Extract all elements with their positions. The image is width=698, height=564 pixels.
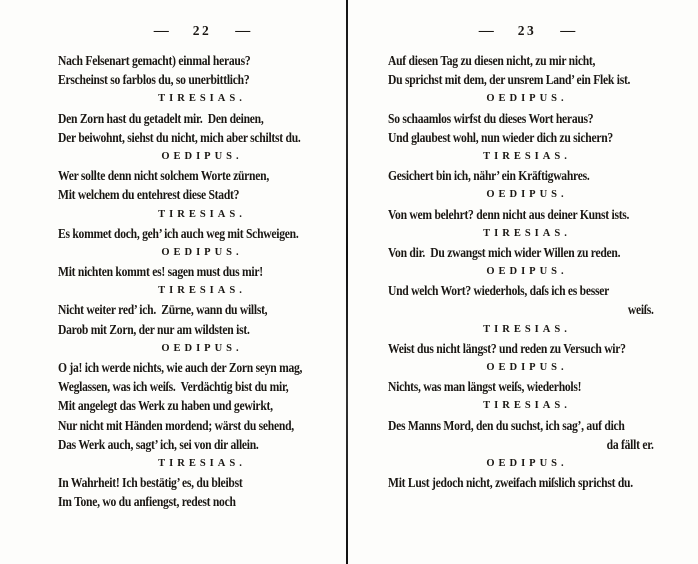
verse-line: Von dir. Du zwangst mich wider Willen zu reden. xyxy=(388,244,621,260)
header-dash: — xyxy=(153,23,169,39)
page-number: 23 xyxy=(517,23,537,38)
verse-line: Es kommet doch, geh’ ich auch weg mit Schweigen. xyxy=(58,225,299,241)
speaker-heading: OEDIPUS. xyxy=(486,457,568,469)
verse-line-continuation: da fällt er. xyxy=(606,436,654,452)
verse-line: Von wem belehrt? denn nicht aus deiner Kunst ists. xyxy=(388,206,630,222)
speaker-heading: TIRESIAS. xyxy=(158,93,246,105)
speaker-heading: TIRESIAS. xyxy=(483,150,571,162)
speaker-heading: OEDIPUS. xyxy=(161,150,243,162)
speaker-heading: OEDIPUS. xyxy=(486,266,568,278)
book-page-22 xyxy=(58,20,346,512)
verse-line: Weglassen, was ich weiſs. Verdächtig bist du mir, xyxy=(58,379,289,395)
verse-line: Weist dus nicht längst? und reden zu Versuch wir? xyxy=(388,340,626,356)
verse-line: Darob mit Zorn, der nur am wildsten ist. xyxy=(58,321,250,337)
verse-line: Mit angelegt das Werk zu haben und gewirkt, xyxy=(58,398,273,414)
verse-line: Gesichert bin ich, nähr’ ein Kräftigwahres. xyxy=(388,168,590,184)
verse-line: Erscheinst so farblos du, so unerbittlich? xyxy=(58,72,250,88)
speaker-heading: OEDIPUS. xyxy=(486,189,568,201)
verse-line: Und glaubest wohl, nun wieder dich zu sichern? xyxy=(388,129,613,145)
page-header xyxy=(58,20,346,42)
speaker-heading: OEDIPUS. xyxy=(486,362,568,373)
speaker-heading: TIRESIAS. xyxy=(483,400,571,412)
verse-line: In Wahrheit! Ich bestätig’ es, du bleibst xyxy=(58,475,243,491)
verse-line: Nicht weiter red’ ich. Zürne, wann du willst, xyxy=(58,302,268,318)
speaker-heading: TIRESIAS. xyxy=(483,227,571,239)
verse-line: Mit welchem du entehrest diese Stadt? xyxy=(58,187,240,203)
speaker-heading: TIRESIAS. xyxy=(158,457,246,469)
page-number: 22 xyxy=(192,23,212,38)
speaker-heading: TIRESIAS. xyxy=(158,285,246,297)
speaker-heading: OEDIPUS. xyxy=(161,342,243,354)
verse-line: Den Zorn hast du getadelt mir. Den deinen, xyxy=(58,110,264,126)
verse-line: Mit nichten kommt es! sagen must dus mir! xyxy=(58,264,263,280)
header-dash: — xyxy=(235,23,251,39)
verse-line: Im Tone, wo du anfiengst, redest noch xyxy=(58,494,236,510)
verse-line: Nach Felsenart gemacht) einmal heraus? xyxy=(58,53,251,68)
verse-line: Auf diesen Tag zu diesen nicht, zu mir nicht, xyxy=(388,53,596,68)
verse-line: Der beiwohnt, siehst du nicht, mich aber schiltst du. xyxy=(58,129,301,145)
verse-line: Und welch Wort? wiederhols, daſs ich es besser xyxy=(388,283,610,299)
verse-line: O ja! ich werde nichts, wie auch der Zorn seyn mag, xyxy=(58,360,303,375)
verse-line: Des Manns Mord, den du suchst, ich sag’, auf dich xyxy=(388,417,625,433)
verse-line-continuation: weiſs. xyxy=(627,302,654,318)
verse-line: Wer sollte denn nicht solchem Worte zürnen, xyxy=(58,168,269,184)
verse-line: Nur nicht mit Händen mordend; wärst du sehend, xyxy=(58,417,294,433)
verse-line: Mit Lust jedoch nicht, zweifach miſslich sprichst du. xyxy=(388,475,633,491)
verse-line: Nichts, was man längst weiſs, wiederhols! xyxy=(388,379,582,395)
page-header xyxy=(388,20,666,42)
page-gutter-rule xyxy=(346,0,348,564)
speaker-heading: OEDIPUS. xyxy=(486,93,568,105)
verse-line: So schaamlos wirfst du dieses Wort heraus? xyxy=(388,110,594,126)
speaker-heading: TIRESIAS. xyxy=(483,323,571,335)
book-page-23 xyxy=(388,20,666,492)
header-dash: — xyxy=(478,23,494,39)
header-dash: — xyxy=(560,23,576,39)
speaker-heading: TIRESIAS. xyxy=(158,208,246,220)
verse-line: Du sprichst mit dem, der unsrem Land’ ein Flek ist. xyxy=(388,72,631,88)
speaker-heading: OEDIPUS. xyxy=(161,246,243,258)
verse-line: Das Werk auch, sagt’ ich, sei von dir allein. xyxy=(58,436,259,452)
